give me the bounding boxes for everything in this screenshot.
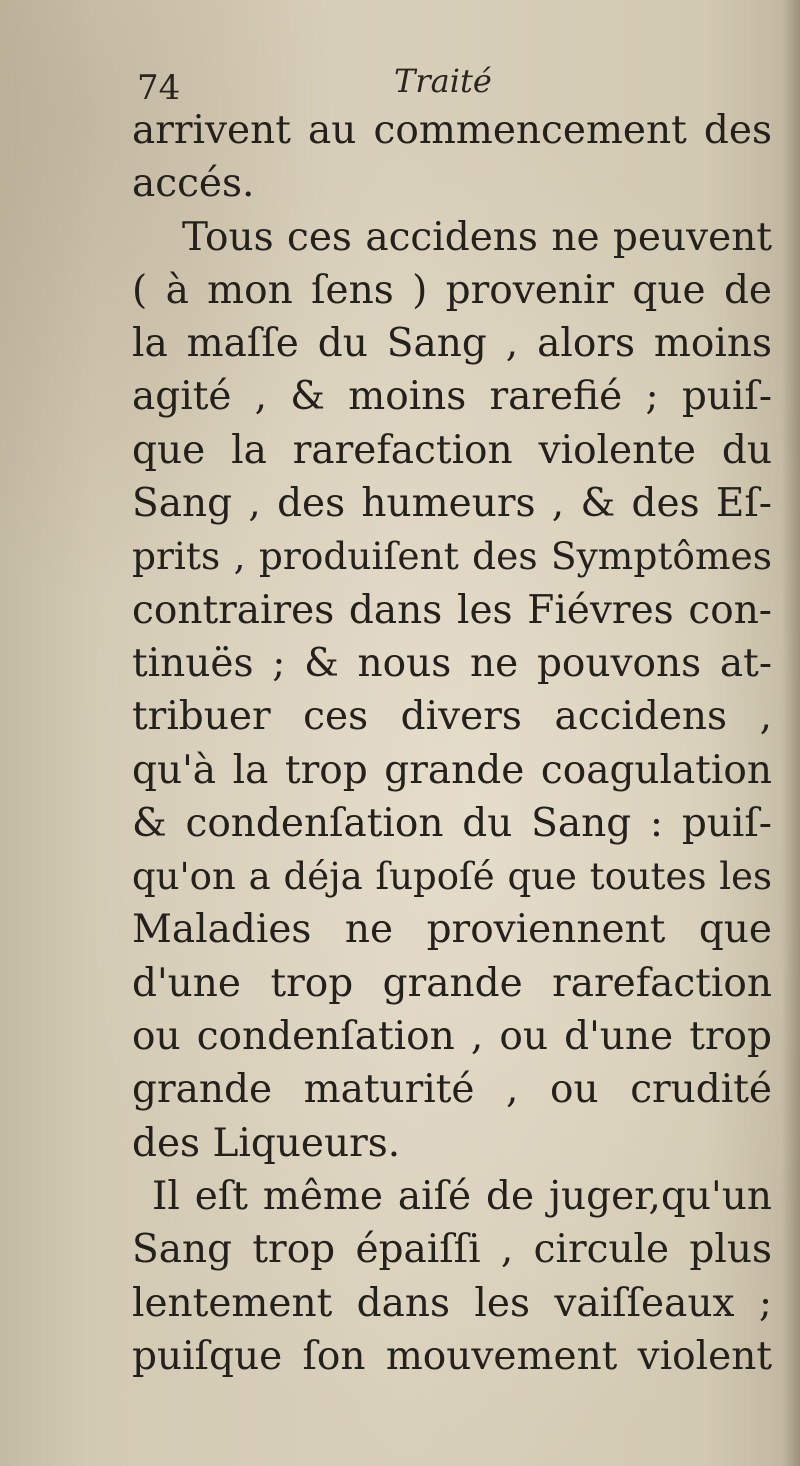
text-line: arrivent au commencement des: [132, 108, 772, 153]
text-line: accés.: [132, 161, 255, 207]
text-line: des Liqueurs.: [132, 1120, 401, 1166]
text-line: grande maturité , ou crudité: [132, 1067, 772, 1113]
text-line: que la rarefaction violente du: [132, 427, 772, 473]
text-line: prits , produiſent des Symptômes: [132, 534, 772, 579]
text-line: contraires dans les Fiévres con-: [132, 587, 772, 633]
text-line: qu'à la trop grande coagulation: [132, 747, 772, 793]
text-line: tribuer ces divers accidens ,: [132, 694, 772, 740]
text-line: ou condenſation , ou d'une trop: [132, 1014, 772, 1060]
text-line: ( à mon ſens ) provenir que de: [132, 267, 772, 313]
page-edge-shadow: [782, 0, 800, 1466]
text-line: Maladies ne proviennent que: [132, 907, 772, 953]
text-line: Il eſt même aiſé de juger,qu'un: [152, 1173, 772, 1219]
page-number: 74: [137, 68, 181, 108]
text-line: puiſque ſon mouvement violent: [132, 1333, 772, 1379]
text-line: Sang trop épaiſſi , circule plus: [132, 1227, 772, 1273]
text-line: & condenſation du Sang : puiſ-: [132, 800, 772, 846]
text-line: la maſſe du Sang , alors moins: [132, 321, 772, 367]
text-line: Tous ces accidens ne peuvent: [182, 214, 772, 260]
text-line: tinuës ; & nous ne pouvons at-: [132, 640, 772, 686]
text-line: qu'on a déja ſupoſé que toutes les: [132, 855, 772, 899]
text-line: agité , & moins rarefié ; puiſ-: [132, 374, 772, 420]
text-line: lentement dans les vaiſſeaux ;: [132, 1280, 772, 1326]
running-title: Traité: [394, 62, 492, 100]
body-text: [132, 104, 772, 1383]
text-line: d'une trop grande rarefaction: [132, 960, 772, 1006]
text-line: Sang , des humeurs , & des Eſ-: [132, 481, 772, 527]
